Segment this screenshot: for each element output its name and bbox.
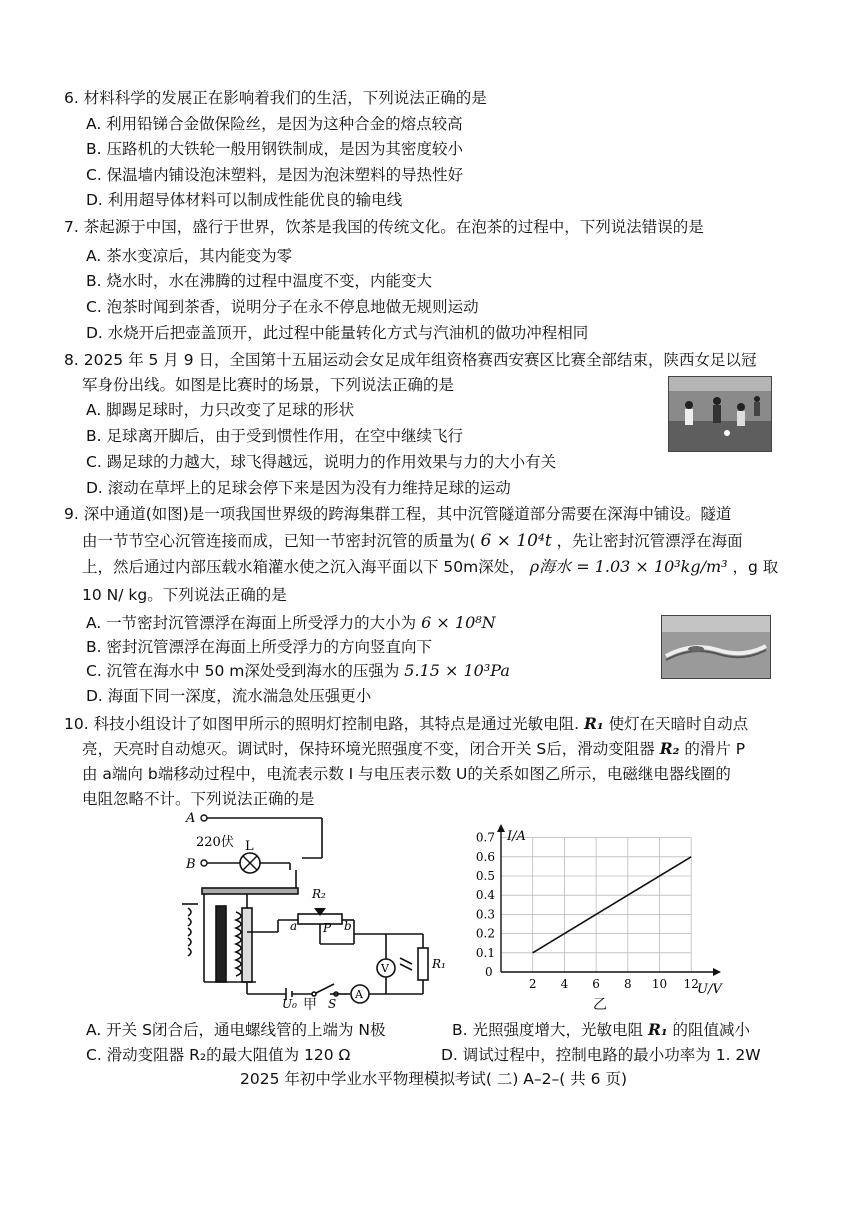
y-axis-arrow	[497, 824, 505, 832]
r1-label: R₁	[432, 957, 446, 971]
slider-p-label: P	[323, 921, 332, 935]
q7-option-c: C. 泡茶时闻到茶香，说明分子在永不停息地做无规则运动	[86, 298, 479, 316]
x-tick-label: 12	[683, 977, 699, 991]
y-tick-label: 0.6	[475, 849, 495, 864]
q10-option-b-text: 的阻值减小	[672, 1021, 751, 1039]
q8-option-a: A. 脚踢足球时，力只改变了足球的形状	[86, 401, 355, 419]
q10-option-c: C. 滑动变阻器 R₂的最大阻值为 120 Ω	[86, 1046, 351, 1064]
q10-stem-line4: 电阻忽略不计。下列说法正确的是	[82, 790, 315, 808]
q9-option-c-text: C. 沉管在海水中 50 m深处受到海水的压强为	[86, 662, 400, 680]
voltmeter-label: V	[381, 962, 389, 975]
q9-option-a-value: 6 × 10⁸N	[421, 613, 496, 632]
q9-stem-text: ，先让密封沉管漂浮在海面	[556, 532, 743, 550]
q6-option-b: B. 压路机的大铁轮一般用钢铁制成，是因为其密度较小	[86, 140, 463, 158]
q10-r1-symbol: R₁	[583, 714, 604, 733]
diagram-caption-jia: 甲	[303, 997, 317, 1013]
x-tick-label: 4	[560, 977, 569, 991]
chart-caption-yi: 乙	[593, 997, 607, 1013]
circuit-diagram	[178, 808, 456, 1008]
x-tick-label: 6	[592, 977, 600, 991]
q8-option-c: C. 踢足球的力越大，球飞得越远，说明力的作用效果与力的大小有关	[86, 453, 557, 471]
y-tick-label: 0.1	[475, 945, 495, 960]
q8-option-d: D. 滚动在草坪上的足球会停下来是因为没有力维持足球的运动	[86, 479, 511, 497]
terminal-a-lower-label: a	[290, 919, 298, 933]
q7-option-d: D. 水烧开后把壶盖顶开，此过程中能量转化方式与汽油机的做功冲程相同	[86, 324, 589, 342]
q7-option-a: A. 茶水变凉后，其内能变为零	[86, 247, 293, 265]
q9-stem-text: 上，然后通过内部压载水箱灌水使之沉入海平面以下 50m深处，	[82, 558, 525, 576]
q7-stem: 7. 茶起源于中国，盛行于世界，饮茶是我国的传统文化。在泡茶的过程中，下列说法错误的是	[64, 218, 704, 236]
q10-stem-text: 使灯在天暗时自动点	[608, 715, 749, 733]
q10-r2-symbol: R₂	[659, 739, 680, 758]
q9-option-a	[86, 612, 496, 634]
q10-option-b-r1: R₁	[647, 1020, 668, 1039]
q9-option-d: D. 海面下同一深度，流水湍急处压强更小	[86, 687, 372, 705]
series-line	[533, 857, 692, 953]
voltage-label: 220伏	[196, 835, 234, 850]
q9-stem-line4: 10 N/ kg。下列说法正确的是	[82, 586, 287, 604]
q10-stem-text: 亮，天亮时自动熄灭。调试时，保持环境光照强度不变，闭合开关 S后，滑动变阻器	[82, 740, 655, 758]
q9-option-b: B. 密封沉管漂浮在海面上所受浮力的方向竖直向下	[86, 638, 432, 656]
switch-label: S	[328, 997, 337, 1008]
q10-stem-text: 的滑片 P	[684, 740, 746, 758]
q6-option-d: D. 利用超导体材料可以制成性能优良的输电线	[86, 191, 403, 209]
y-axis-label: I/A	[507, 829, 526, 844]
q6-option-a: A. 利用铅锑合金做保险丝，是因为这种合金的熔点较高	[86, 115, 463, 133]
chart-grid	[501, 838, 691, 972]
q10-option-b-text: B. 光照强度增大，光敏电阻	[452, 1021, 643, 1039]
q9-stem-line1: 9. 深中通道(如图)是一项我国世界级的跨海集群工程，其中沉管隧道部分需要在深海中铺设。隧道	[64, 505, 732, 523]
y-tick-label: 0.2	[475, 926, 495, 941]
terminal-b-label: B	[186, 857, 196, 872]
q10-stem-line2	[82, 738, 745, 760]
q9-density-value: ρ海水 = 1.03 × 10³kg/m³	[529, 557, 728, 576]
origin-label: 0	[485, 965, 493, 979]
q9-stem-line3	[82, 556, 778, 578]
y-tick-label: 0.5	[475, 869, 495, 883]
q10-stem-line1	[64, 713, 748, 735]
soccer-photo	[668, 376, 772, 452]
q9-stem-text: ，g 取	[732, 558, 779, 576]
q9-mass-value: 6 × 10⁴t	[480, 531, 552, 551]
y-tick-label: 0.3	[475, 907, 495, 922]
tunnel-photo	[661, 615, 771, 679]
x-tick-label: 8	[623, 977, 632, 991]
r2-label: R₂	[312, 887, 326, 901]
y-tick-label: 0.7	[475, 830, 495, 845]
y-tick-label: 0.4	[475, 888, 495, 903]
page-footer: 2025 年初中学业水平物理模拟考试( 二) A–2–( 共 6 页)	[239, 1070, 628, 1088]
q8-stem-line2: 军身份出线。如图是比赛时的场景，下列说法正确的是	[82, 376, 455, 394]
q9-option-c	[86, 660, 510, 682]
q7-option-b: B. 烧水时，水在沸腾的过程中温度不变，内能变大	[86, 272, 432, 290]
x-tick-label: 10	[651, 977, 668, 991]
iu-chart	[455, 820, 735, 1000]
q9-stem-text: 由一节节空心沉管连接而成，已知一节密封沉管的质量为(	[82, 532, 476, 550]
q10-option-d: D. 调试过程中，控制电路的最小功率为 1. 2W	[441, 1046, 761, 1064]
terminal-b-lower-label: b	[344, 919, 352, 933]
q10-option-b	[452, 1019, 750, 1041]
q6-option-c: C. 保温墙内铺设泡沫塑料，是因为泡沫塑料的导热性好	[86, 166, 464, 184]
q8-stem-line1: 8. 2025 年 5 月 9 日，全国第十五届运动会女足成年组资格赛西安赛区比赛全部结束，陕西女足以冠	[64, 351, 757, 369]
q9-option-c-value: 5.15 × 10³Pa	[404, 661, 510, 680]
q9-stem-line2	[82, 530, 743, 552]
q8-option-b: B. 足球离开脚后，由于受到惯性作用，在空中继续飞行	[86, 427, 463, 445]
u0-label: U₀	[282, 997, 297, 1008]
x-axis-arrow	[713, 968, 721, 976]
ammeter-label: A	[355, 988, 363, 1001]
q6-stem: 6. 材料科学的发展正在影响着我们的生活，下列说法正确的是	[64, 89, 487, 107]
lamp-label: L	[245, 839, 254, 854]
x-axis-label: U/V	[697, 982, 722, 997]
x-tick-label: 2	[528, 977, 537, 991]
q9-option-a-text: A. 一节密封沉管漂浮在海面上所受浮力的大小为	[86, 614, 417, 632]
q10-stem-line3: 由 a端向 b端移动过程中，电流表示数 I 与电压表示数 U的关系如图乙所示，电磁继电器线圈的	[82, 765, 731, 783]
terminal-a-label: A	[186, 811, 196, 826]
q10-stem-text: 10. 科技小组设计了如图甲所示的照明灯控制电路，其特点是通过光敏电阻.	[64, 715, 580, 733]
q10-option-a: A. 开关 S闭合后，通电螺线管的上端为 N极	[86, 1021, 386, 1039]
